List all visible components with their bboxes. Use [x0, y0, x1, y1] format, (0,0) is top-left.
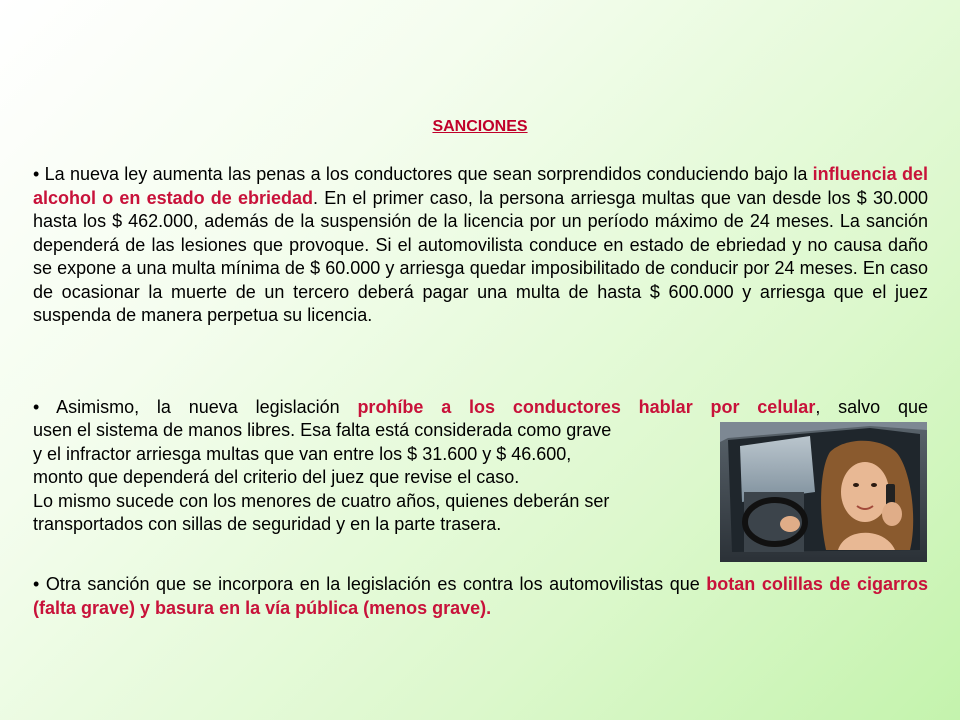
paragraph-text: La nueva ley aumenta las penas a los conductores que sean sorprendidos conduciendo bajo la [39, 164, 813, 184]
bullet: • [33, 164, 40, 184]
highlight-text: botan colillas de cigarros (falta grave) y basura en la vía pública (menos grave). [33, 574, 928, 618]
page-title: SANCIONES [432, 118, 528, 135]
paragraph-text: . En el primer caso, la persona arriesga multas que van desde los $ 30.000 hasta los $ 462.000, además de la suspensión de la licencia por un período máximo de 24 meses. La sanción dependerá de las lesiones que provoque. Si el automovilista conduce en estado de ebriedad y no causa daño se expone a una multa mínima de $ 60.000 y arriesga quedar imposibilitado de conducir por 24 meses. En caso de ocasionar la muerte de un tercero deberá pagar una multa de hasta $ 600.000 y arriesga que el juez suspenda de manera perpetua su licencia. [33, 187, 929, 325]
highlight-text: influencia del alcohol o en estado de ebriedad [33, 164, 928, 208]
bullet: • [33, 397, 40, 417]
paragraph-text: Asimismo, la nueva legislación [39, 397, 358, 417]
bullet: • [33, 574, 40, 594]
paragraph-text: Otra sanción que se incorpora en la legislación es contra los automovilistas que [39, 574, 707, 594]
paragraph-line: usen el sistema de manos libres. Esa falta está considerada como grave [33, 420, 612, 440]
paragraph-line: monto que dependerá del criterio del juez que revise el caso. [33, 467, 520, 487]
woman-phone-car-image [720, 422, 927, 562]
paragraph-line: transportados con sillas de seguridad y en la parte trasera. [33, 514, 502, 534]
paragraph-alcohol [33, 163, 928, 328]
paragraph-phone-first-line [33, 396, 928, 420]
paragraph-text: , salvo que [815, 397, 928, 417]
paragraph-litter [33, 573, 928, 620]
paragraph-line: y el infractor arriesga multas que van entre los $ 31.600 y $ 46.600, [33, 444, 572, 464]
highlight-text: prohíbe a los conductores hablar por celular [357, 397, 816, 417]
paragraph-line: Lo mismo sucede con los menores de cuatro años, quienes deberán ser [33, 491, 610, 511]
